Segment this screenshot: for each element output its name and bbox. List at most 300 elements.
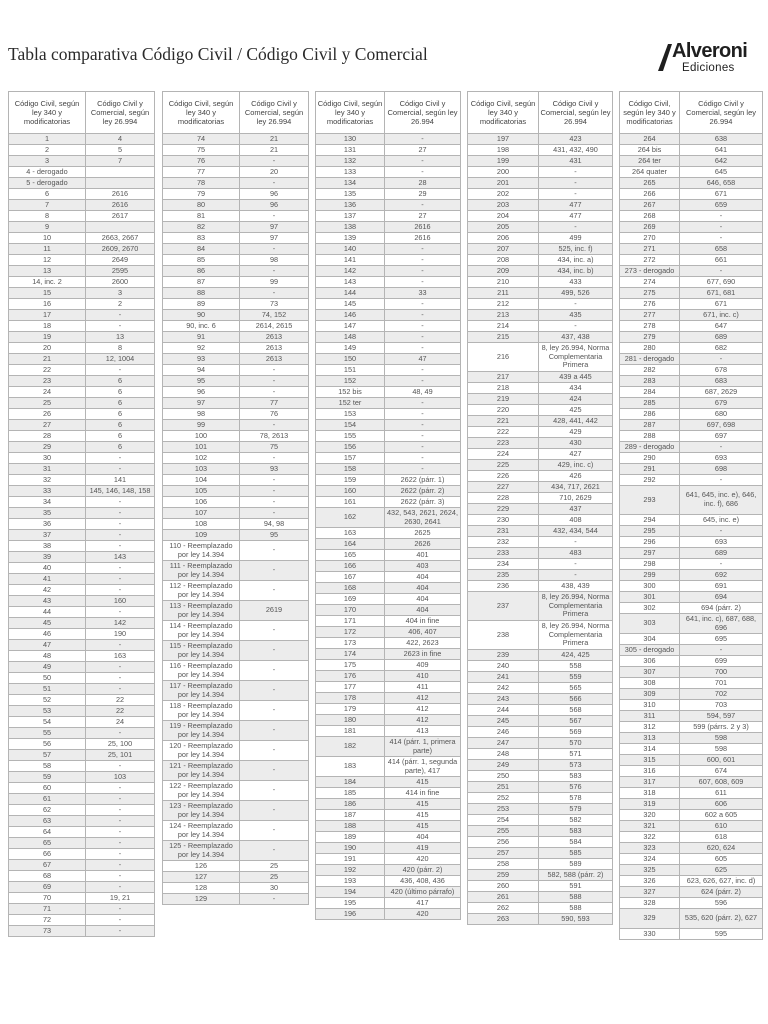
cell-codigo-civil: 152 bis bbox=[316, 387, 385, 398]
cell-codigo-civil: 98 bbox=[163, 409, 240, 420]
cell-codigo-civil-comercial: 22 bbox=[86, 706, 155, 717]
cell-codigo-civil-comercial: 25, 100 bbox=[86, 739, 155, 750]
cell-codigo-civil: 309 bbox=[620, 689, 680, 700]
cell-codigo-civil: 79 bbox=[163, 189, 240, 200]
table-row bbox=[163, 211, 309, 222]
table-row bbox=[316, 156, 461, 167]
table-row bbox=[163, 145, 309, 156]
table-row bbox=[316, 638, 461, 649]
cell-codigo-civil: 35 bbox=[9, 508, 86, 519]
table-row bbox=[9, 607, 155, 618]
cell-codigo-civil: 242 bbox=[468, 683, 539, 694]
table-row bbox=[316, 431, 461, 442]
cell-codigo-civil: 318 bbox=[620, 788, 680, 799]
cell-codigo-civil-comercial: - bbox=[539, 189, 613, 200]
table-row bbox=[468, 559, 613, 570]
table-row bbox=[9, 772, 155, 783]
cell-codigo-civil-comercial: 97 bbox=[240, 233, 309, 244]
cell-codigo-civil: 30 bbox=[9, 453, 86, 464]
table-row bbox=[9, 849, 155, 860]
cell-codigo-civil: 162 bbox=[316, 508, 385, 528]
cell-codigo-civil: 281 - derogado bbox=[620, 354, 680, 365]
cell-codigo-civil: 293 bbox=[620, 486, 680, 515]
cell-codigo-civil: 126 bbox=[163, 861, 240, 872]
cell-codigo-civil-comercial: - bbox=[539, 321, 613, 332]
cell-codigo-civil-comercial: 6 bbox=[86, 420, 155, 431]
cell-codigo-civil-comercial: 412 bbox=[385, 704, 461, 715]
cell-codigo-civil: 62 bbox=[9, 805, 86, 816]
cell-codigo-civil-comercial: - bbox=[385, 277, 461, 288]
table-row bbox=[620, 634, 763, 645]
table-row bbox=[468, 727, 613, 738]
cell-codigo-civil-comercial: 2623 in fine bbox=[385, 649, 461, 660]
cell-codigo-civil-comercial: 693 bbox=[680, 453, 763, 464]
cell-codigo-civil: 225 bbox=[468, 460, 539, 471]
cell-codigo-civil: 11 bbox=[9, 244, 86, 255]
table-row bbox=[468, 167, 613, 178]
cell-codigo-civil: 33 bbox=[9, 486, 86, 497]
table-row bbox=[316, 354, 461, 365]
table-row bbox=[163, 761, 309, 781]
cell-codigo-civil-comercial: 24 bbox=[86, 717, 155, 728]
table-row bbox=[620, 299, 763, 310]
cell-codigo-civil-comercial: 583 bbox=[539, 771, 613, 782]
cell-codigo-civil: 12 bbox=[9, 255, 86, 266]
table-row bbox=[316, 704, 461, 715]
header-codigo-civil: Código Civil, según ley 340 y modificatorias bbox=[468, 92, 539, 134]
table-row bbox=[468, 537, 613, 548]
cell-codigo-civil: 5 - derogado bbox=[9, 178, 86, 189]
cell-codigo-civil: 50 bbox=[9, 673, 86, 684]
table-row bbox=[9, 200, 155, 211]
cell-codigo-civil-comercial: 5 bbox=[86, 145, 155, 156]
table-row bbox=[316, 266, 461, 277]
cell-codigo-civil-comercial: - bbox=[539, 178, 613, 189]
cell-codigo-civil: 250 bbox=[468, 771, 539, 782]
table-row bbox=[9, 244, 155, 255]
cell-codigo-civil: 304 bbox=[620, 634, 680, 645]
table-row bbox=[620, 486, 763, 515]
cell-codigo-civil-comercial: 583 bbox=[539, 826, 613, 837]
cell-codigo-civil-comercial: 6 bbox=[86, 376, 155, 387]
cell-codigo-civil-comercial: - bbox=[240, 156, 309, 167]
cell-codigo-civil-comercial: - bbox=[86, 816, 155, 827]
cell-codigo-civil: 40 bbox=[9, 563, 86, 574]
table-row bbox=[316, 909, 461, 920]
table-row bbox=[468, 460, 613, 471]
cell-codigo-civil-comercial: 641, 645, inc. e), 646, inc. f), 686 bbox=[680, 486, 763, 515]
cell-codigo-civil-comercial: - bbox=[680, 442, 763, 453]
cell-codigo-civil: 251 bbox=[468, 782, 539, 793]
cell-codigo-civil: 192 bbox=[316, 865, 385, 876]
cell-codigo-civil-comercial: 591 bbox=[539, 881, 613, 892]
cell-codigo-civil-comercial: 2622 (párr. 2) bbox=[385, 486, 461, 497]
cell-codigo-civil: 262 bbox=[468, 903, 539, 914]
cell-codigo-civil: 43 bbox=[9, 596, 86, 607]
cell-codigo-civil-comercial: 2613 bbox=[240, 354, 309, 365]
table-row bbox=[163, 641, 309, 661]
table-row bbox=[9, 497, 155, 508]
table-row bbox=[163, 894, 309, 905]
table-row bbox=[9, 783, 155, 794]
cell-codigo-civil-comercial: 419 bbox=[385, 843, 461, 854]
table-row bbox=[620, 464, 763, 475]
cell-codigo-civil-comercial: 2617 bbox=[86, 211, 155, 222]
table-row bbox=[316, 376, 461, 387]
table-row bbox=[316, 387, 461, 398]
table-row bbox=[9, 563, 155, 574]
cell-codigo-civil: 188 bbox=[316, 821, 385, 832]
cell-codigo-civil-comercial: 646, 658 bbox=[680, 178, 763, 189]
cell-codigo-civil-comercial: - bbox=[385, 376, 461, 387]
cell-codigo-civil: 82 bbox=[163, 222, 240, 233]
table-row bbox=[620, 431, 763, 442]
cell-codigo-civil: 166 bbox=[316, 561, 385, 572]
cell-codigo-civil-comercial: - bbox=[86, 530, 155, 541]
cell-codigo-civil: 38 bbox=[9, 541, 86, 552]
table-row bbox=[163, 167, 309, 178]
cell-codigo-civil-comercial: - bbox=[385, 310, 461, 321]
cell-codigo-civil: 292 bbox=[620, 475, 680, 486]
cell-codigo-civil: 108 bbox=[163, 519, 240, 530]
cell-codigo-civil: 303 bbox=[620, 614, 680, 634]
table-row bbox=[316, 475, 461, 486]
table-row bbox=[163, 354, 309, 365]
cell-codigo-civil: 106 bbox=[163, 497, 240, 508]
table-row bbox=[163, 821, 309, 841]
table-row bbox=[316, 277, 461, 288]
cell-codigo-civil-comercial: - bbox=[240, 841, 309, 861]
table-row bbox=[163, 376, 309, 387]
cell-codigo-civil-comercial: 674 bbox=[680, 766, 763, 777]
cell-codigo-civil-comercial: - bbox=[240, 178, 309, 189]
cell-codigo-civil: 102 bbox=[163, 453, 240, 464]
cell-codigo-civil: 227 bbox=[468, 482, 539, 493]
cell-codigo-civil: 296 bbox=[620, 537, 680, 548]
cell-codigo-civil-comercial: 73 bbox=[240, 299, 309, 310]
cell-codigo-civil-comercial: - bbox=[86, 761, 155, 772]
cell-codigo-civil-comercial: 641 bbox=[680, 145, 763, 156]
cell-codigo-civil: 164 bbox=[316, 539, 385, 550]
cell-codigo-civil-comercial: 47 bbox=[385, 354, 461, 365]
cell-codigo-civil: 328 bbox=[620, 898, 680, 909]
table-row bbox=[316, 616, 461, 627]
cell-codigo-civil-comercial: 694 (párr. 2) bbox=[680, 603, 763, 614]
cell-codigo-civil: 230 bbox=[468, 515, 539, 526]
cell-codigo-civil-comercial: 429 bbox=[539, 427, 613, 438]
table-row bbox=[468, 244, 613, 255]
cell-codigo-civil-comercial: 423 bbox=[539, 134, 613, 145]
cell-codigo-civil-comercial: 13 bbox=[86, 332, 155, 343]
cell-codigo-civil: 8 bbox=[9, 211, 86, 222]
table-row bbox=[9, 838, 155, 849]
cell-codigo-civil: 206 bbox=[468, 233, 539, 244]
cell-codigo-civil-comercial: 425 bbox=[539, 405, 613, 416]
cell-codigo-civil-comercial: - bbox=[86, 365, 155, 376]
comparison-table bbox=[315, 91, 461, 920]
cell-codigo-civil: 190 bbox=[316, 843, 385, 854]
header-codigo-civil-comercial: Código Civil y Comercial, según ley 26.994 bbox=[240, 92, 309, 134]
cell-codigo-civil-comercial: 411 bbox=[385, 682, 461, 693]
cell-codigo-civil: 291 bbox=[620, 464, 680, 475]
cell-codigo-civil: 264 quater bbox=[620, 167, 680, 178]
cell-codigo-civil: 229 bbox=[468, 504, 539, 515]
cell-codigo-civil-comercial: - bbox=[86, 728, 155, 739]
table-row bbox=[620, 645, 763, 656]
cell-codigo-civil-comercial: 573 bbox=[539, 760, 613, 771]
cell-codigo-civil-comercial: 439 a 445 bbox=[539, 372, 613, 383]
table-row bbox=[316, 200, 461, 211]
cell-codigo-civil: 148 bbox=[316, 332, 385, 343]
cell-codigo-civil-comercial: 697, 698 bbox=[680, 420, 763, 431]
cell-codigo-civil-comercial: - bbox=[240, 211, 309, 222]
table-row bbox=[316, 255, 461, 266]
cell-codigo-civil: 72 bbox=[9, 915, 86, 926]
cell-codigo-civil-comercial: 606 bbox=[680, 799, 763, 810]
table-row bbox=[9, 321, 155, 332]
cell-codigo-civil: 101 bbox=[163, 442, 240, 453]
table-row bbox=[620, 667, 763, 678]
cell-codigo-civil: 264 bbox=[620, 134, 680, 145]
cell-codigo-civil: 18 bbox=[9, 321, 86, 332]
cell-codigo-civil: 194 bbox=[316, 887, 385, 898]
cell-codigo-civil: 20 bbox=[9, 343, 86, 354]
cell-codigo-civil-comercial: 599 (párrs. 2 y 3) bbox=[680, 722, 763, 733]
cell-codigo-civil: 86 bbox=[163, 266, 240, 277]
table-row bbox=[316, 288, 461, 299]
table-row bbox=[163, 453, 309, 464]
cell-codigo-civil: 274 bbox=[620, 277, 680, 288]
cell-codigo-civil-comercial: 702 bbox=[680, 689, 763, 700]
cell-codigo-civil: 36 bbox=[9, 519, 86, 530]
cell-codigo-civil: 92 bbox=[163, 343, 240, 354]
cell-codigo-civil-comercial: - bbox=[539, 537, 613, 548]
table-header-row bbox=[620, 92, 763, 134]
cell-codigo-civil: 204 bbox=[468, 211, 539, 222]
table-row bbox=[9, 860, 155, 871]
cell-codigo-civil: 163 bbox=[316, 528, 385, 539]
table-row bbox=[620, 821, 763, 832]
table-row bbox=[620, 266, 763, 277]
cell-codigo-civil: 286 bbox=[620, 409, 680, 420]
table-row bbox=[163, 841, 309, 861]
cell-codigo-civil-comercial: 2663, 2667 bbox=[86, 233, 155, 244]
table-row bbox=[9, 387, 155, 398]
cell-codigo-civil: 236 bbox=[468, 581, 539, 592]
table-row bbox=[316, 508, 461, 528]
cell-codigo-civil-comercial: - bbox=[680, 526, 763, 537]
cell-codigo-civil-comercial: - bbox=[240, 266, 309, 277]
cell-codigo-civil: 185 bbox=[316, 788, 385, 799]
table-row bbox=[163, 541, 309, 561]
cell-codigo-civil-comercial: 477 bbox=[539, 211, 613, 222]
cell-codigo-civil-comercial: 2613 bbox=[240, 343, 309, 354]
table-row bbox=[316, 528, 461, 539]
cell-codigo-civil: 200 bbox=[468, 167, 539, 178]
cell-codigo-civil: 245 bbox=[468, 716, 539, 727]
table-row bbox=[620, 744, 763, 755]
table-row bbox=[468, 738, 613, 749]
cell-codigo-civil: 134 bbox=[316, 178, 385, 189]
cell-codigo-civil-comercial: 410 bbox=[385, 671, 461, 682]
table-row bbox=[9, 464, 155, 475]
table-row bbox=[620, 222, 763, 233]
cell-codigo-civil-comercial: - bbox=[385, 442, 461, 453]
cell-codigo-civil-comercial: 48, 49 bbox=[385, 387, 461, 398]
table-row bbox=[9, 904, 155, 915]
cell-codigo-civil: 144 bbox=[316, 288, 385, 299]
table-row bbox=[316, 583, 461, 594]
cell-codigo-civil: 268 bbox=[620, 211, 680, 222]
table-row bbox=[316, 464, 461, 475]
cell-codigo-civil: 284 bbox=[620, 387, 680, 398]
cell-codigo-civil-comercial: 2613 bbox=[240, 332, 309, 343]
table-row bbox=[316, 854, 461, 865]
cell-codigo-civil: 177 bbox=[316, 682, 385, 693]
table-row bbox=[9, 288, 155, 299]
cell-codigo-civil-comercial: 428, 441, 442 bbox=[539, 416, 613, 427]
table-row bbox=[468, 526, 613, 537]
cell-codigo-civil-comercial: 4 bbox=[86, 134, 155, 145]
cell-codigo-civil-comercial: 422, 2623 bbox=[385, 638, 461, 649]
table-row bbox=[620, 387, 763, 398]
table-row bbox=[620, 777, 763, 788]
cell-codigo-civil-comercial: 25, 101 bbox=[86, 750, 155, 761]
cell-codigo-civil-comercial: - bbox=[240, 497, 309, 508]
cell-codigo-civil: 267 bbox=[620, 200, 680, 211]
table-row bbox=[163, 883, 309, 894]
table-row bbox=[468, 145, 613, 156]
table-row bbox=[620, 887, 763, 898]
cell-codigo-civil: 298 bbox=[620, 559, 680, 570]
cell-codigo-civil: 315 bbox=[620, 755, 680, 766]
cell-codigo-civil-comercial: 424, 425 bbox=[539, 650, 613, 661]
cell-codigo-civil-comercial bbox=[86, 222, 155, 233]
table-row bbox=[316, 757, 461, 777]
table-row bbox=[468, 694, 613, 705]
cell-codigo-civil-comercial: 6 bbox=[86, 398, 155, 409]
cell-codigo-civil-comercial: 576 bbox=[539, 782, 613, 793]
cell-codigo-civil-comercial: 700 bbox=[680, 667, 763, 678]
cell-codigo-civil-comercial: - bbox=[539, 222, 613, 233]
table-row bbox=[9, 893, 155, 904]
cell-codigo-civil: 71 bbox=[9, 904, 86, 915]
cell-codigo-civil: 81 bbox=[163, 211, 240, 222]
cell-codigo-civil: 198 bbox=[468, 145, 539, 156]
table-row bbox=[468, 343, 613, 372]
cell-codigo-civil: 171 bbox=[316, 616, 385, 627]
table-row bbox=[468, 548, 613, 559]
cell-codigo-civil-comercial: 426 bbox=[539, 471, 613, 482]
table-row bbox=[316, 550, 461, 561]
cell-codigo-civil-comercial: 95 bbox=[240, 530, 309, 541]
cell-codigo-civil-comercial: 659 bbox=[680, 200, 763, 211]
cell-codigo-civil-comercial: - bbox=[86, 464, 155, 475]
table-row bbox=[163, 801, 309, 821]
cell-codigo-civil-comercial: 477 bbox=[539, 200, 613, 211]
table-row bbox=[620, 766, 763, 777]
cell-codigo-civil-comercial: 74, 152 bbox=[240, 310, 309, 321]
table-row bbox=[316, 843, 461, 854]
cell-codigo-civil-comercial: 683 bbox=[680, 376, 763, 387]
cell-codigo-civil: 182 bbox=[316, 737, 385, 757]
cell-codigo-civil: 49 bbox=[9, 662, 86, 673]
cell-codigo-civil-comercial: - bbox=[86, 607, 155, 618]
cell-codigo-civil-comercial: 559 bbox=[539, 672, 613, 683]
cell-codigo-civil: 68 bbox=[9, 871, 86, 882]
cell-codigo-civil-comercial: 431, 432, 490 bbox=[539, 145, 613, 156]
cell-codigo-civil: 31 bbox=[9, 464, 86, 475]
cell-codigo-civil-comercial: 579 bbox=[539, 804, 613, 815]
table-row bbox=[468, 233, 613, 244]
cell-codigo-civil: 184 bbox=[316, 777, 385, 788]
cell-codigo-civil-comercial: - bbox=[240, 486, 309, 497]
logo-subtitle: Ediciones bbox=[682, 62, 735, 74]
table-row bbox=[620, 211, 763, 222]
cell-codigo-civil-comercial: 430 bbox=[539, 438, 613, 449]
cell-codigo-civil: 139 bbox=[316, 233, 385, 244]
table-row bbox=[163, 442, 309, 453]
cell-codigo-civil: 322 bbox=[620, 832, 680, 843]
cell-codigo-civil-comercial: 578 bbox=[539, 793, 613, 804]
table-row bbox=[468, 200, 613, 211]
cell-codigo-civil: 149 bbox=[316, 343, 385, 354]
cell-codigo-civil: 213 bbox=[468, 310, 539, 321]
cell-codigo-civil: 218 bbox=[468, 383, 539, 394]
table-row bbox=[620, 321, 763, 332]
table-row bbox=[316, 810, 461, 821]
table-row bbox=[9, 651, 155, 662]
table-row bbox=[620, 156, 763, 167]
cell-codigo-civil: 84 bbox=[163, 244, 240, 255]
table-row bbox=[468, 859, 613, 870]
cell-codigo-civil-comercial: 404 bbox=[385, 583, 461, 594]
table-row bbox=[620, 788, 763, 799]
cell-codigo-civil: 231 bbox=[468, 526, 539, 537]
cell-codigo-civil-comercial: - bbox=[240, 621, 309, 641]
cell-codigo-civil-comercial: 671, 681 bbox=[680, 288, 763, 299]
cell-codigo-civil: 153 bbox=[316, 409, 385, 420]
cell-codigo-civil-comercial: 658 bbox=[680, 244, 763, 255]
table-row bbox=[9, 926, 155, 937]
table-row bbox=[163, 872, 309, 883]
table-row bbox=[163, 464, 309, 475]
cell-codigo-civil-comercial: - bbox=[240, 387, 309, 398]
table-row bbox=[163, 409, 309, 420]
cell-codigo-civil: 24 bbox=[9, 387, 86, 398]
cell-codigo-civil-comercial: 21 bbox=[240, 134, 309, 145]
comparison-table bbox=[8, 91, 155, 937]
cell-codigo-civil: 58 bbox=[9, 761, 86, 772]
cell-codigo-civil-comercial: 29 bbox=[385, 189, 461, 200]
table-row bbox=[468, 892, 613, 903]
cell-codigo-civil: 96 bbox=[163, 387, 240, 398]
cell-codigo-civil: 180 bbox=[316, 715, 385, 726]
table-row bbox=[468, 438, 613, 449]
table-row bbox=[163, 200, 309, 211]
cell-codigo-civil-comercial: - bbox=[385, 321, 461, 332]
cell-codigo-civil: 325 bbox=[620, 865, 680, 876]
cell-codigo-civil: 270 bbox=[620, 233, 680, 244]
table-row bbox=[620, 700, 763, 711]
cell-codigo-civil-comercial: 595 bbox=[680, 929, 763, 940]
cell-codigo-civil: 111 - Reemplazado por ley 14.394 bbox=[163, 561, 240, 581]
table-row bbox=[468, 903, 613, 914]
cell-codigo-civil-comercial: 694 bbox=[680, 592, 763, 603]
cell-codigo-civil: 87 bbox=[163, 277, 240, 288]
cell-codigo-civil-comercial: 679 bbox=[680, 398, 763, 409]
cell-codigo-civil-comercial: 404 bbox=[385, 594, 461, 605]
